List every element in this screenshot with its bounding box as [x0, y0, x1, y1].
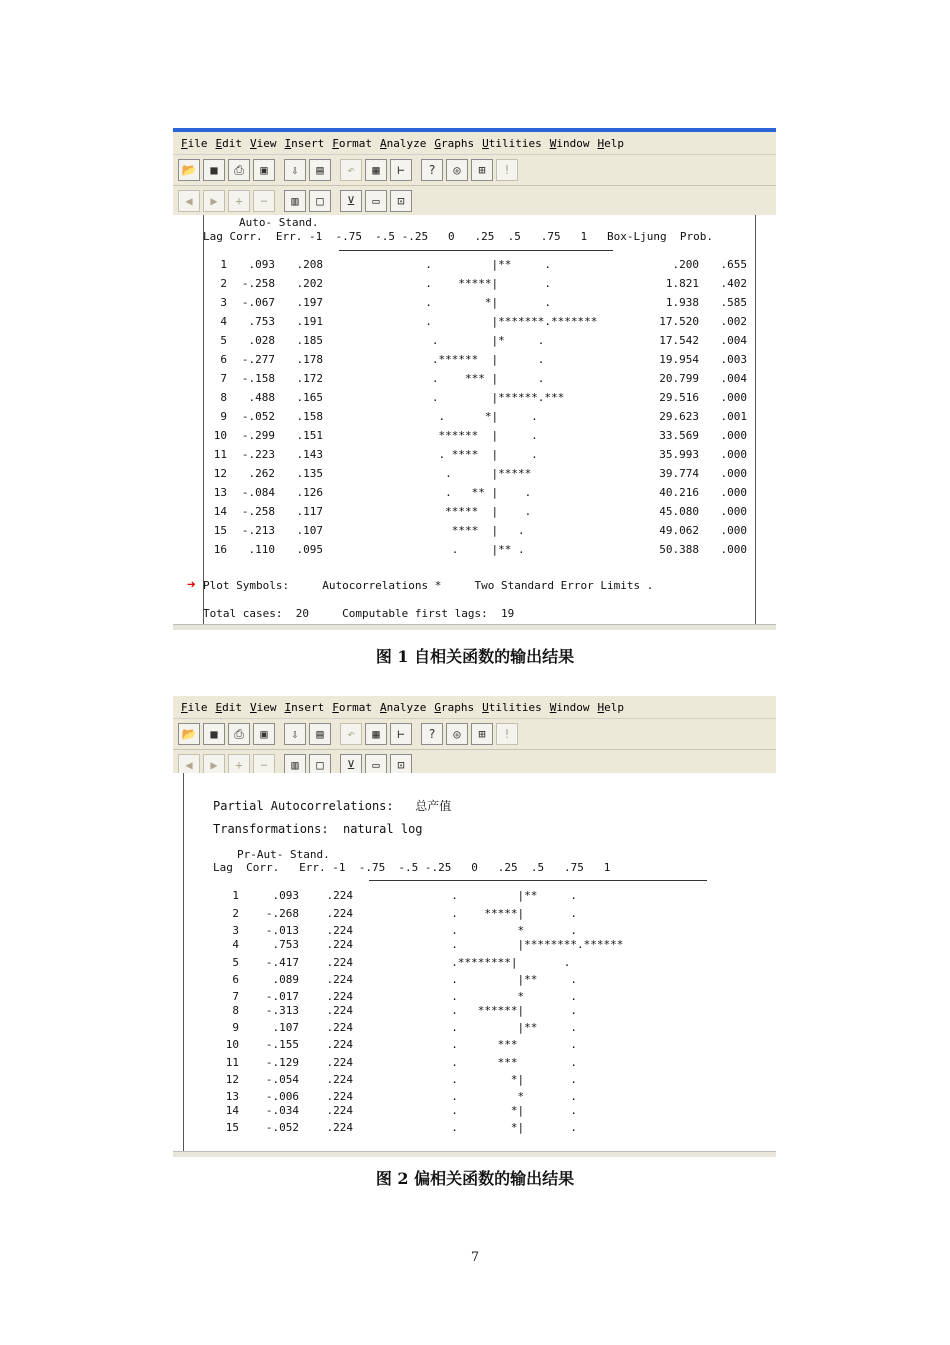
run-script-button[interactable] — [496, 159, 518, 181]
acf-lag-cell: 3 — [220, 296, 227, 309]
pacf-lag-cell: 9 — [232, 1021, 239, 1034]
main-toolbar — [173, 155, 776, 186]
print-button[interactable] — [228, 159, 250, 181]
acf-prob-cell: .655 — [720, 258, 747, 271]
insert-object-button[interactable] — [390, 190, 412, 212]
acf-prob-cell: .000 — [720, 467, 747, 480]
pacf-bar-cell: . |** . — [385, 973, 611, 986]
acf-bl-cell: 35.993 — [659, 448, 699, 461]
acf-bar-cell: . |* . — [359, 334, 611, 347]
pacf-bar-cell: . *** . — [385, 1038, 611, 1051]
page-number: 7 — [470, 1250, 480, 1265]
pacf-err-cell: .224 — [326, 938, 353, 951]
acf-prob-cell: .000 — [720, 524, 747, 537]
acf-bl-cell: 17.542 — [659, 334, 699, 347]
undo-button[interactable] — [340, 159, 362, 181]
run-script-icon: ! — [503, 727, 511, 741]
pacf-corr-cell: -.006 — [265, 1090, 299, 1103]
acf-bar-cell: . |******.*** — [359, 391, 611, 404]
pacf-err-cell: .224 — [326, 1090, 353, 1103]
pacf-lag-cell: 13 — [225, 1090, 239, 1103]
acf-corr-cell: -.052 — [241, 410, 275, 423]
acf-err-cell: .185 — [296, 334, 323, 347]
pacf-err-cell: .224 — [326, 956, 353, 969]
acf-lag-cell: 7 — [220, 372, 227, 385]
acf-lag-cell: 2 — [220, 277, 227, 290]
acf-bl-cell: 45.080 — [659, 505, 699, 518]
acf-bar-cell: . |*******.******* — [359, 315, 611, 328]
forward-icon: ▶ — [210, 194, 218, 208]
acf-lag-cell: 9 — [220, 410, 227, 423]
outline-divider — [183, 773, 184, 1157]
book-icon: ▥ — [291, 758, 299, 772]
menu-bar — [173, 132, 776, 155]
save-icon: ■ — [210, 163, 218, 177]
acf-prob-cell: .003 — [720, 353, 747, 366]
goto-case-button[interactable] — [365, 159, 387, 181]
acf-bl-cell: 1.938 — [665, 296, 699, 309]
insert-object-icon: ⊡ — [397, 758, 405, 772]
insert-variable-icon: ⊞ — [478, 163, 486, 177]
acf-lag-cell: 13 — [213, 486, 227, 499]
help-topic-button[interactable] — [421, 723, 443, 745]
acf-bar-cell: ****** | . — [359, 429, 611, 442]
pacf-bar-cell: . * . — [385, 924, 611, 937]
variables-button[interactable] — [390, 723, 412, 745]
hide-button[interactable] — [365, 190, 387, 212]
promote-button[interactable] — [228, 190, 250, 212]
acf-bar-cell: **** | . — [359, 524, 611, 537]
acf-err-cell: .107 — [296, 524, 323, 537]
pacf-bar-cell: . * . — [385, 1090, 611, 1103]
menu-item-analyze[interactable]: Analyze — [380, 136, 427, 150]
menu-item-utilities[interactable]: Utilities — [482, 700, 542, 714]
run-script-button[interactable] — [496, 723, 518, 745]
menu-item-file[interactable]: File — [181, 136, 208, 150]
acf-corr-cell: .028 — [248, 334, 275, 347]
pacf-corr-cell: -.268 — [265, 907, 299, 920]
acf-corr-cell: -.299 — [241, 429, 275, 442]
promote-icon: + — [235, 758, 243, 772]
demote-icon: − — [260, 194, 268, 208]
pacf-header-2: Lag Corr. Err. -1 -.75 -.5 -.25 0 .25 .5 .75 1 — [213, 861, 611, 874]
acf-header-1: Auto- Stand. — [239, 216, 319, 229]
pacf-corr-cell: -.129 — [265, 1056, 299, 1069]
acf-err-cell: .178 — [296, 353, 323, 366]
acf-corr-cell: .488 — [248, 391, 275, 404]
outline-toolbar — [173, 186, 776, 217]
acf-lag-cell: 15 — [213, 524, 227, 537]
pacf-err-cell: .224 — [326, 1021, 353, 1034]
dialog-recall-icon: ▤ — [316, 727, 324, 741]
acf-lag-cell: 6 — [220, 353, 227, 366]
acf-corr-cell: .753 — [248, 315, 275, 328]
acf-corr-cell: .093 — [248, 258, 275, 271]
pacf-lag-cell: 10 — [225, 1038, 239, 1051]
demote-icon: − — [260, 758, 268, 772]
pacf-err-cell: .224 — [326, 1121, 353, 1134]
pacf-bar-cell: . *** . — [385, 1056, 611, 1069]
acf-err-cell: .135 — [296, 467, 323, 480]
hide-icon: ▭ — [372, 194, 380, 208]
acf-bar-cell: . *****| . — [359, 277, 611, 290]
undo-icon: ↶ — [347, 163, 355, 177]
pacf-corr-cell: -.417 — [265, 956, 299, 969]
goto-case-button[interactable] — [365, 723, 387, 745]
pacf-screenshot — [173, 694, 776, 1157]
acf-bl-cell: 20.799 — [659, 372, 699, 385]
pacf-lag-cell: 2 — [232, 907, 239, 920]
acf-bar-cell: . ** | . — [359, 486, 611, 499]
acf-err-cell: .158 — [296, 410, 323, 423]
acf-corr-cell: -.067 — [241, 296, 275, 309]
acf-bl-cell: 33.569 — [659, 429, 699, 442]
acf-prob-cell: .000 — [720, 543, 747, 556]
acf-prob-cell: .001 — [720, 410, 747, 423]
promote-icon: + — [235, 194, 243, 208]
acf-lag-cell: 11 — [213, 448, 227, 461]
pacf-lag-cell: 15 — [225, 1121, 239, 1134]
pacf-corr-cell: -.155 — [265, 1038, 299, 1051]
show-all-icon: ⊻ — [346, 194, 356, 208]
pacf-err-cell: .224 — [326, 973, 353, 986]
pacf-corr-cell: -.313 — [265, 1004, 299, 1017]
dialog-recall-button[interactable] — [309, 723, 331, 745]
acf-lag-cell: 4 — [220, 315, 227, 328]
save-icon: ■ — [210, 727, 218, 741]
acf-err-cell: .191 — [296, 315, 323, 328]
insert-variable-icon: ⊞ — [478, 727, 486, 741]
pacf-err-cell: .224 — [326, 1104, 353, 1117]
acf-prob-cell: .000 — [720, 391, 747, 404]
current-item-arrow-icon: ➜ — [187, 577, 196, 593]
save-button[interactable] — [203, 159, 225, 181]
frame-icon: □ — [316, 194, 324, 208]
back-button[interactable] — [178, 190, 200, 212]
pacf-corr-cell: .093 — [272, 889, 299, 902]
acf-err-cell: .117 — [296, 505, 323, 518]
help-topic-icon: ? — [428, 727, 436, 741]
pacf-corr-cell: .753 — [272, 938, 299, 951]
import-button[interactable] — [284, 159, 306, 181]
acf-bl-cell: 49.062 — [659, 524, 699, 537]
acf-prob-cell: .004 — [720, 334, 747, 347]
open-button[interactable] — [178, 159, 200, 181]
pacf-bar-cell: . *| . — [385, 1104, 611, 1117]
pacf-err-cell: .224 — [326, 907, 353, 920]
total-cases-line: Total cases: 20 Computable first lags: 19 — [203, 607, 515, 620]
acf-corr-cell: .110 — [248, 543, 275, 556]
output-viewer — [173, 773, 776, 1157]
figure-1-caption: 图 1 自相关函数的输出结果 — [375, 647, 575, 666]
book-icon: ▥ — [291, 194, 299, 208]
acf-lag-cell: 14 — [213, 505, 227, 518]
insert-object-icon: ⊡ — [397, 194, 405, 208]
acf-bl-cell: 17.520 — [659, 315, 699, 328]
output-viewer — [173, 215, 776, 630]
undo-icon: ↶ — [347, 727, 355, 741]
variables-icon: ⊢ — [397, 727, 405, 741]
pacf-bar-cell: . * . — [385, 990, 611, 1003]
acf-bar-cell: . *| . — [359, 296, 611, 309]
menu-item-insert[interactable]: Insert — [284, 136, 325, 150]
menu-item-insert[interactable]: Insert — [284, 700, 325, 714]
acf-bl-cell: 40.216 — [659, 486, 699, 499]
menu-item-utilities[interactable]: Utilities — [482, 136, 542, 150]
acf-prob-cell: .002 — [720, 315, 747, 328]
pacf-corr-cell: .107 — [272, 1021, 299, 1034]
acf-screenshot — [173, 128, 776, 630]
pacf-lag-cell: 6 — [232, 973, 239, 986]
dialog-recall-icon: ▤ — [316, 163, 324, 177]
pacf-err-cell: .224 — [326, 889, 353, 902]
pacf-corr-cell: -.017 — [265, 990, 299, 1003]
save-button[interactable] — [203, 723, 225, 745]
acf-err-cell: .208 — [296, 258, 323, 271]
insert-variable-button[interactable] — [471, 159, 493, 181]
figure-2-caption: 图 2 偏相关函数的输出结果 — [375, 1169, 575, 1188]
open-icon: 📂 — [181, 163, 197, 177]
pacf-lag-cell: 14 — [225, 1104, 239, 1117]
acf-bar-cell: .****** | . — [359, 353, 611, 366]
acf-bar-cell: . *** | . — [359, 372, 611, 385]
acf-lag-cell: 12 — [213, 467, 227, 480]
plot-symbols-line: Plot Symbols: Autocorrelations * Two Standard Error Limits . — [203, 579, 654, 592]
menu-bar — [173, 696, 776, 719]
acf-bar-cell: . |***** — [359, 467, 611, 480]
acf-err-cell: .151 — [296, 429, 323, 442]
acf-bar-cell: . **** | . — [359, 448, 611, 461]
pacf-lag-cell: 8 — [232, 1004, 239, 1017]
acf-err-cell: .143 — [296, 448, 323, 461]
menu-item-edit[interactable]: Edit — [215, 136, 242, 150]
print-preview-icon: ▣ — [260, 727, 268, 741]
pacf-transform: Transformations: natural log — [213, 822, 423, 836]
acf-corr-cell: -.258 — [241, 505, 275, 518]
pacf-corr-cell: -.052 — [265, 1121, 299, 1134]
back-icon: ◀ — [185, 194, 193, 208]
acf-prob-cell: .000 — [720, 429, 747, 442]
pacf-lag-cell: 1 — [232, 889, 239, 902]
acf-corr-cell: -.277 — [241, 353, 275, 366]
pacf-bar-cell: . *| . — [385, 1073, 611, 1086]
acf-err-cell: .126 — [296, 486, 323, 499]
goto-case-icon: ▦ — [372, 163, 380, 177]
menu-item-format[interactable]: Format — [332, 700, 372, 714]
book-button[interactable] — [284, 190, 306, 212]
acf-axis — [339, 250, 613, 251]
pacf-lag-cell: 12 — [225, 1073, 239, 1086]
dialog-recall-button[interactable] — [309, 159, 331, 181]
acf-lag-cell: 8 — [220, 391, 227, 404]
acf-prob-cell: .000 — [720, 505, 747, 518]
goto-case-icon: ▦ — [372, 727, 380, 741]
run-script-icon: ! — [503, 163, 511, 177]
pacf-bar-cell: . |** . — [385, 889, 611, 902]
acf-corr-cell: -.258 — [241, 277, 275, 290]
print-preview-button[interactable] — [253, 159, 275, 181]
acf-bl-cell: 39.774 — [659, 467, 699, 480]
horizontal-scrollbar[interactable] — [173, 1151, 776, 1157]
acf-prob-cell: .004 — [720, 372, 747, 385]
open-button[interactable] — [178, 723, 200, 745]
pacf-err-cell: .224 — [326, 1038, 353, 1051]
use-sets-button[interactable] — [446, 723, 468, 745]
acf-bar-cell: ***** | . — [359, 505, 611, 518]
acf-lag-cell: 1 — [220, 258, 227, 271]
variables-button[interactable] — [390, 159, 412, 181]
demote-button[interactable] — [253, 190, 275, 212]
acf-err-cell: .202 — [296, 277, 323, 290]
pacf-title: Partial Autocorrelations: 总产值 — [213, 799, 452, 813]
print-preview-button[interactable] — [253, 723, 275, 745]
pacf-lag-cell: 11 — [225, 1056, 239, 1069]
pacf-lag-cell: 3 — [232, 924, 239, 937]
forward-button[interactable] — [203, 190, 225, 212]
pacf-err-cell: .224 — [326, 1004, 353, 1017]
acf-prob-cell: .585 — [720, 296, 747, 309]
acf-lag-cell: 16 — [213, 543, 227, 556]
acf-prob-cell: .402 — [720, 277, 747, 290]
acf-corr-cell: -.084 — [241, 486, 275, 499]
main-toolbar — [173, 719, 776, 750]
menu-item-analyze[interactable]: Analyze — [380, 700, 427, 714]
pacf-corr-cell: .089 — [272, 973, 299, 986]
import-icon: ⇩ — [291, 727, 299, 741]
back-icon: ◀ — [185, 758, 193, 772]
print-icon: ⎙ — [234, 162, 244, 177]
pacf-corr-cell: -.054 — [265, 1073, 299, 1086]
pacf-bar-cell: . *****| . — [385, 907, 611, 920]
acf-prob-cell: .000 — [720, 486, 747, 499]
insert-variable-button[interactable] — [471, 723, 493, 745]
menu-item-help[interactable]: Help — [597, 700, 624, 714]
pacf-bar-cell: . ******| . — [385, 1004, 611, 1017]
open-icon: 📂 — [181, 727, 197, 741]
pacf-bar-cell: . |********.****** — [385, 938, 631, 951]
pacf-bar-cell: . |** . — [385, 1021, 611, 1034]
menu-item-graphs[interactable]: Graphs — [434, 700, 475, 714]
pacf-axis — [369, 880, 707, 881]
menu-item-window[interactable]: Window — [549, 136, 590, 150]
print-preview-icon: ▣ — [260, 163, 268, 177]
acf-corr-cell: -.158 — [241, 372, 275, 385]
menu-item-help[interactable]: Help — [597, 136, 624, 150]
pacf-header-1: Pr-Aut- Stand. — [237, 848, 330, 861]
acf-err-cell: .165 — [296, 391, 323, 404]
show-all-icon: ⊻ — [346, 758, 356, 772]
menu-item-window[interactable]: Window — [549, 700, 590, 714]
acf-bar-cell: . |** . — [359, 543, 611, 556]
pacf-err-cell: .224 — [326, 1056, 353, 1069]
acf-corr-cell: -.213 — [241, 524, 275, 537]
variables-icon: ⊢ — [397, 163, 405, 177]
acf-err-cell: .197 — [296, 296, 323, 309]
pacf-lag-cell: 5 — [232, 956, 239, 969]
pacf-bar-cell: .********| . — [385, 956, 604, 969]
acf-err-cell: .095 — [296, 543, 323, 556]
acf-bar-cell: . *| . — [359, 410, 611, 423]
pacf-bar-cell: . *| . — [385, 1121, 611, 1134]
pacf-lag-cell: 7 — [232, 990, 239, 1003]
viewer-right-border — [755, 215, 756, 630]
help-topic-icon: ? — [428, 163, 436, 177]
undo-button[interactable] — [340, 723, 362, 745]
frame-button[interactable] — [309, 190, 331, 212]
print-button[interactable] — [228, 723, 250, 745]
pacf-corr-cell: -.013 — [265, 924, 299, 937]
acf-lag-cell: 10 — [213, 429, 227, 442]
menu-item-view[interactable]: View — [250, 136, 277, 150]
show-all-button[interactable] — [340, 190, 362, 212]
pacf-err-cell: .224 — [326, 924, 353, 937]
menu-item-file[interactable]: File — [181, 700, 208, 714]
acf-bl-cell: 19.954 — [659, 353, 699, 366]
hide-icon: ▭ — [372, 758, 380, 772]
use-sets-button[interactable] — [446, 159, 468, 181]
acf-bl-cell: 29.516 — [659, 391, 699, 404]
acf-bar-cell: . |** . — [359, 258, 611, 271]
menu-item-format[interactable]: Format — [332, 136, 372, 150]
menu-item-view[interactable]: View — [250, 700, 277, 714]
acf-bl-cell: .200 — [672, 258, 699, 271]
import-icon: ⇩ — [291, 163, 299, 177]
outline-divider — [203, 215, 204, 630]
print-icon: ⎙ — [234, 726, 244, 741]
horizontal-scrollbar[interactable] — [173, 624, 776, 630]
acf-corr-cell: .262 — [248, 467, 275, 480]
pacf-err-cell: .224 — [326, 1073, 353, 1086]
help-topic-button[interactable] — [421, 159, 443, 181]
pacf-corr-cell: -.034 — [265, 1104, 299, 1117]
frame-icon: □ — [316, 758, 324, 772]
acf-header-2: Lag Corr. Err. -1 -.75 -.5 -.25 0 .25 .5 .75 1 Box-Ljung Prob. — [203, 230, 713, 243]
acf-corr-cell: -.223 — [241, 448, 275, 461]
acf-bl-cell: 29.623 — [659, 410, 699, 423]
acf-bl-cell: 50.388 — [659, 543, 699, 556]
pacf-lag-cell: 4 — [232, 938, 239, 951]
pacf-err-cell: .224 — [326, 990, 353, 1003]
use-sets-icon: ◎ — [453, 163, 461, 177]
import-button[interactable] — [284, 723, 306, 745]
menu-item-edit[interactable]: Edit — [215, 700, 242, 714]
acf-prob-cell: .000 — [720, 448, 747, 461]
acf-err-cell: .172 — [296, 372, 323, 385]
use-sets-icon: ◎ — [453, 727, 461, 741]
forward-icon: ▶ — [210, 758, 218, 772]
acf-bl-cell: 1.821 — [665, 277, 699, 290]
menu-item-graphs[interactable]: Graphs — [434, 136, 475, 150]
acf-lag-cell: 5 — [220, 334, 227, 347]
